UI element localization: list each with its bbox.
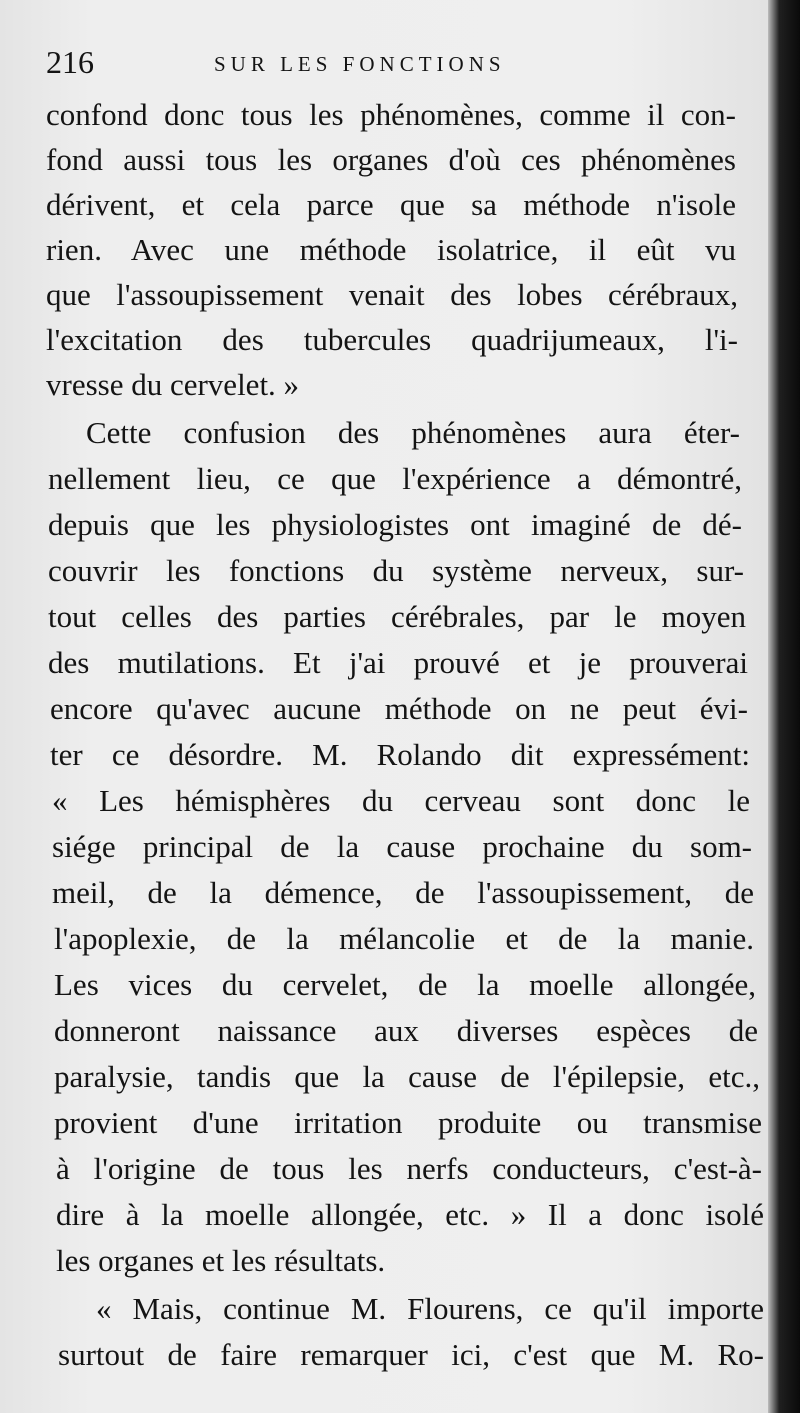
text-line-15: ter ce désordre. M. Rolando dit expressément: — [50, 737, 750, 772]
text-line-9: nellement lieu, ce que l'expérience a démontré, — [48, 461, 742, 496]
text-line-17: siége principal de la cause prochaine du som- — [52, 829, 752, 864]
text-line-2: fond aussi tous les organes d'où ces phénomènes — [46, 142, 736, 177]
text-line-24: à l'origine de tous les nerfs conducteurs, c'est-à- — [56, 1151, 762, 1186]
text-line-23: provient d'une irritation produite ou transmise — [54, 1105, 762, 1140]
page-header — [46, 40, 746, 84]
text-line-14: encore qu'avec aucune méthode on ne peut évi- — [50, 691, 748, 726]
text-line-6: l'excitation des tubercules quadrijumeaux, l'i- — [46, 322, 738, 357]
text-line-22: paralysie, tandis que la cause de l'épilepsie, etc., — [54, 1059, 760, 1094]
text-line-18: meil, de la démence, de l'assoupissement, de — [52, 875, 754, 910]
page-number: 216 — [46, 44, 94, 80]
text-line-11: couvrir les fonctions du système nerveux, sur- — [48, 553, 744, 588]
running-head: SUR LES FONCTIONS — [214, 52, 506, 76]
text-line-8: Cette confusion des phénomènes aura éter- — [86, 415, 740, 450]
text-line-13: des mutilations. Et j'ai prouvé et je prouverai — [48, 645, 748, 680]
text-line-27: « Mais, continue M. Flourens, ce qu'il importe — [96, 1291, 764, 1326]
text-line-19: l'apoplexie, de la mélancolie et de la manie. — [54, 921, 754, 956]
text-line-4: rien. Avec une méthode isolatrice, il eût vu — [46, 232, 736, 267]
text-line-3: dérivent, et cela parce que sa méthode n'isole — [46, 187, 736, 222]
text-line-20: Les vices du cervelet, de la moelle allongée, — [54, 967, 756, 1002]
text-line-26: les organes et les résultats. — [56, 1243, 386, 1278]
text-line-1: confond donc tous les phénomènes, comme il con- — [46, 97, 736, 132]
text-line-5: que l'assoupissement venait des lobes cérébraux, — [46, 277, 738, 312]
text-line-10: depuis que les physiologistes ont imaginé de dé- — [48, 507, 742, 542]
text-line-21: donneront naissance aux diverses espèces de — [54, 1013, 758, 1048]
book-spine-edge — [768, 0, 800, 1413]
text-line-7: vresse du cervelet. » — [46, 367, 300, 402]
text-line-25: dire à la moelle allongée, etc. » Il a donc isolé — [56, 1197, 764, 1232]
text-line-16: « Les hémisphères du cerveau sont donc le — [52, 783, 750, 818]
text-line-12: tout celles des parties cérébrales, par le moyen — [48, 599, 746, 634]
text-line-28: surtout de faire remarquer ici, c'est que M. Ro- — [58, 1337, 764, 1372]
